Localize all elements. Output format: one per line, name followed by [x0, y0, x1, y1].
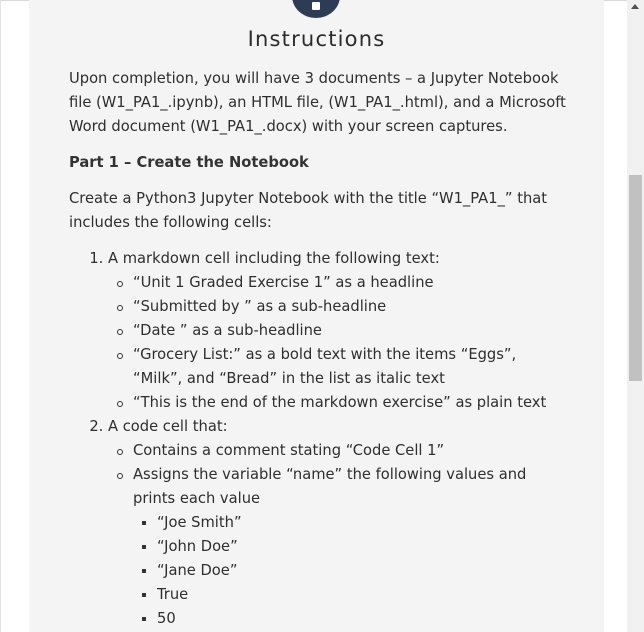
- step-item: [108, 247, 569, 415]
- vertical-scrollbar[interactable]: [627, 0, 644, 632]
- intro-paragraph: Upon completion, you will have 3 documents – a Jupyter Notebook file (W1_PA1_.ipynb), an HTML file, (W1_PA1_.html), and a Microsoft Word document (W1_PA1_.docx) with your screen captures.: [69, 70, 566, 135]
- value-item: “Joe Smith”: [157, 511, 569, 535]
- page-title: Instructions: [247, 27, 386, 51]
- substep-item: Contains a comment stating “Code Cell 1”: [133, 439, 569, 463]
- lead-paragraph: Create a Python3 Jupyter Notebook with the title “W1_PA1_” that includes the following cells:: [69, 190, 548, 231]
- substep-item: “Grocery List:” as a bold text with the items “Eggs”, “Milk”, and “Bread” in the list as italic text: [133, 343, 569, 391]
- document-icon: [312, 2, 320, 10]
- step-label: A markdown cell including the following text:: [108, 250, 440, 267]
- scroll-up-arrow-icon[interactable]: [631, 4, 639, 9]
- value-item: True: [157, 583, 569, 607]
- substep-item: “This is the end of the markdown exercise” as plain text: [133, 391, 569, 415]
- value-item: “John Doe”: [157, 535, 569, 559]
- substep-text: Assigns the variable “name” the following values and prints each value: [133, 466, 527, 507]
- value-list: [133, 511, 569, 631]
- steps-list: [69, 247, 569, 631]
- substep-item: [133, 463, 569, 631]
- left-divider: [0, 0, 1, 632]
- value-item: “Jane Doe”: [157, 559, 569, 583]
- part-heading: Part 1 – Create the Notebook: [69, 154, 309, 171]
- substep-item: “Date ” as a sub-headline: [133, 319, 569, 343]
- substep-list: [108, 439, 569, 631]
- scroll-thumb[interactable]: [629, 175, 642, 381]
- value-item: 50: [157, 607, 569, 631]
- substep-item: “Submitted by ” as a sub-headline: [133, 295, 569, 319]
- instructions-content: [69, 67, 569, 631]
- step-item: [108, 415, 569, 631]
- substep-list: [108, 271, 569, 415]
- step-label: A code cell that:: [108, 418, 228, 435]
- substep-item: “Unit 1 Graded Exercise 1” as a headline: [133, 271, 569, 295]
